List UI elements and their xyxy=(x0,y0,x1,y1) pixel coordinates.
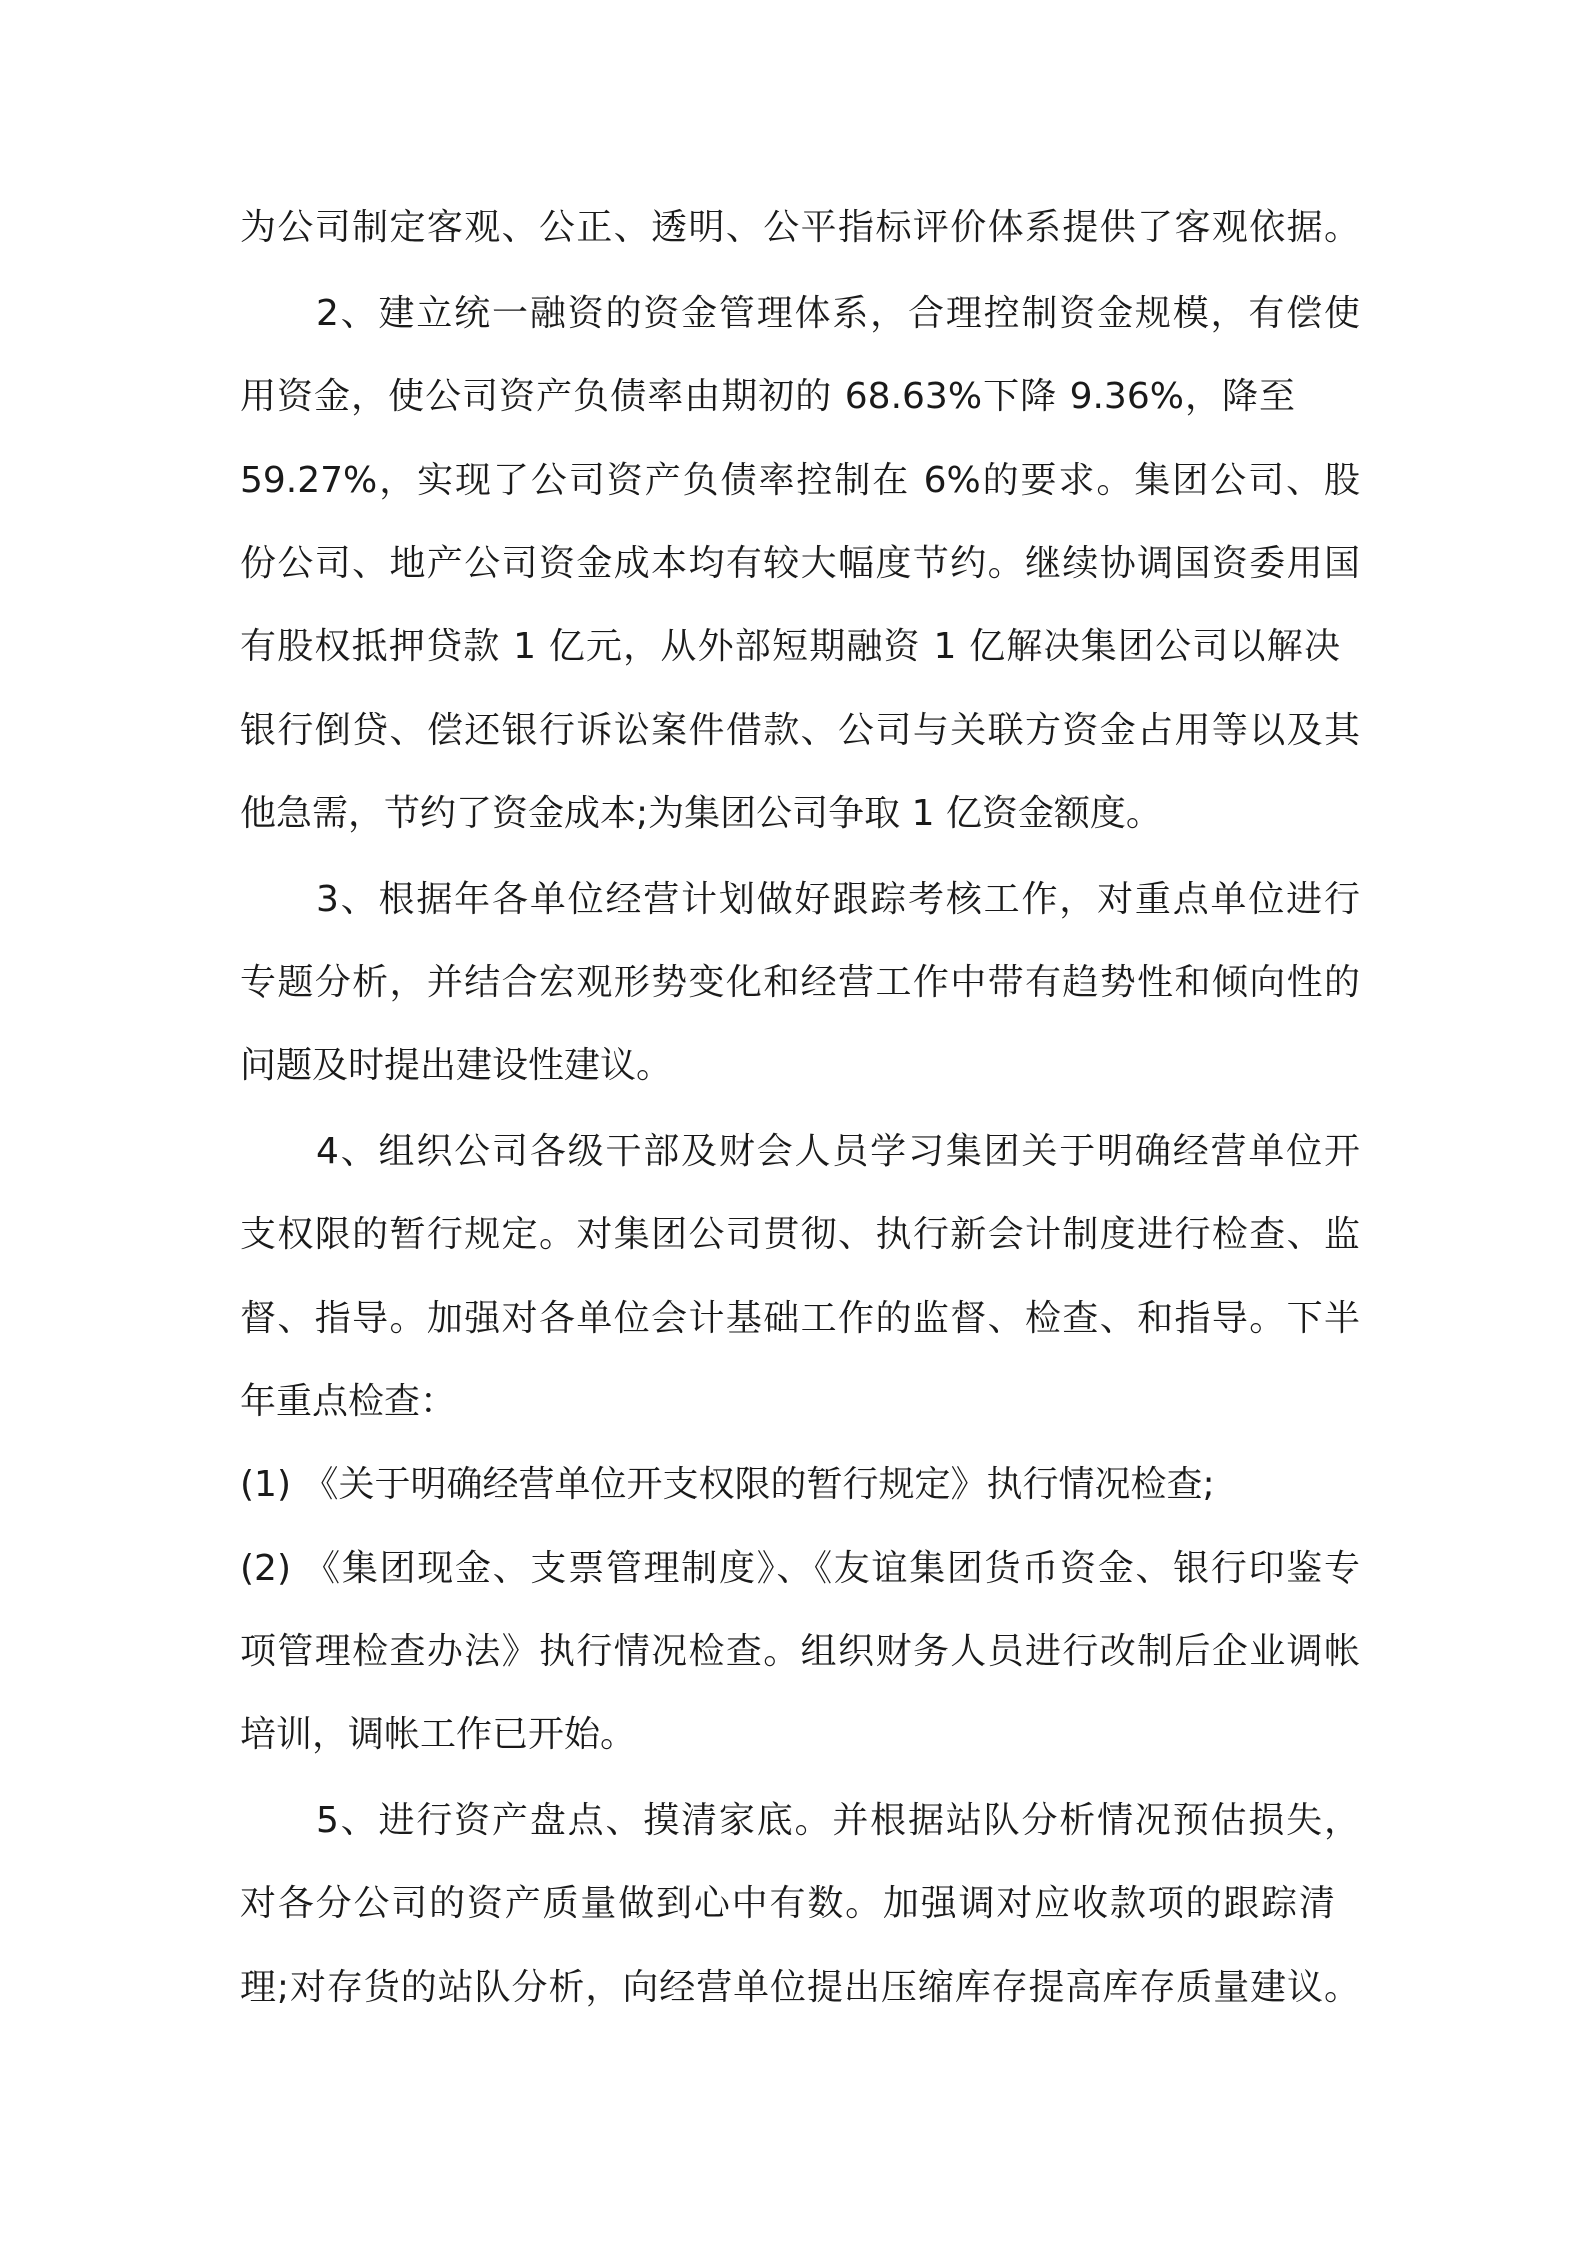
text-line: 督、指导。加强对各单位会计基础工作的监督、检查、和指导。下半 xyxy=(240,1298,1360,1339)
text-line: 2、建立统一融资的资金管理体系，合理控制资金规模，有偿使 xyxy=(316,293,1360,334)
text-line: 有股权抵押贷款 1 亿元，从外部短期融资 1 亿解决集团公司以解决 xyxy=(240,626,1340,667)
text-line: (2) 《集团现金、支票管理制度》、《友谊集团货币资金、银行印鉴专 xyxy=(240,1548,1360,1589)
text-line: 5、进行资产盘点、摸清家底。并根据站队分析情况预估损失， xyxy=(316,1800,1360,1841)
text-line: 3、根据年各单位经营计划做好跟踪考核工作，对重点单位进行 xyxy=(316,879,1360,920)
text-line: 问题及时提出建设性建议。 xyxy=(240,1045,673,1086)
text-line: 银行倒贷、偿还银行诉讼案件借款、公司与关联方资金占用等以及其 xyxy=(240,710,1360,751)
text-line: 他急需，节约了资金成本;为集团公司争取 1 亿资金额度。 xyxy=(240,793,1162,834)
text-line: 59.27%，实现了公司资产负债率控制在 6%的要求。集团公司、股 xyxy=(240,460,1360,501)
text-line: 培训，调帐工作已开始。 xyxy=(240,1714,637,1755)
text-line: 4、组织公司各级干部及财会人员学习集团关于明确经营单位开 xyxy=(316,1131,1360,1172)
text-line: 专题分析，并结合宏观形势变化和经营工作中带有趋势性和倾向性的 xyxy=(240,962,1360,1003)
text-line: 项管理检查办法》执行情况检查。组织财务人员进行改制后企业调帐 xyxy=(240,1631,1360,1672)
text-line: 理;对存货的站队分析，向经营单位提出压缩库存提高库存质量建议。 xyxy=(240,1967,1360,2008)
text-line: 用资金，使公司资产负债率由期初的 68.63%下降 9.36%，降至 xyxy=(240,376,1295,417)
text-line: 为公司制定客观、公正、透明、公平指标评价体系提供了客观依据。 xyxy=(240,207,1360,248)
text-line: 支权限的暂行规定。对集团公司贯彻、执行新会计制度进行检查、监 xyxy=(240,1214,1360,1255)
text-line: 份公司、地产公司资金成本均有较大幅度节约。继续协调国资委用国 xyxy=(240,543,1360,584)
text-line: (1) 《关于明确经营单位开支权限的暂行规定》执行情况检查; xyxy=(240,1464,1215,1505)
text-line: 对各分公司的资产质量做到心中有数。加强调对应收款项的跟踪清 xyxy=(240,1883,1335,1924)
text-line: 年重点检查： xyxy=(240,1381,457,1422)
